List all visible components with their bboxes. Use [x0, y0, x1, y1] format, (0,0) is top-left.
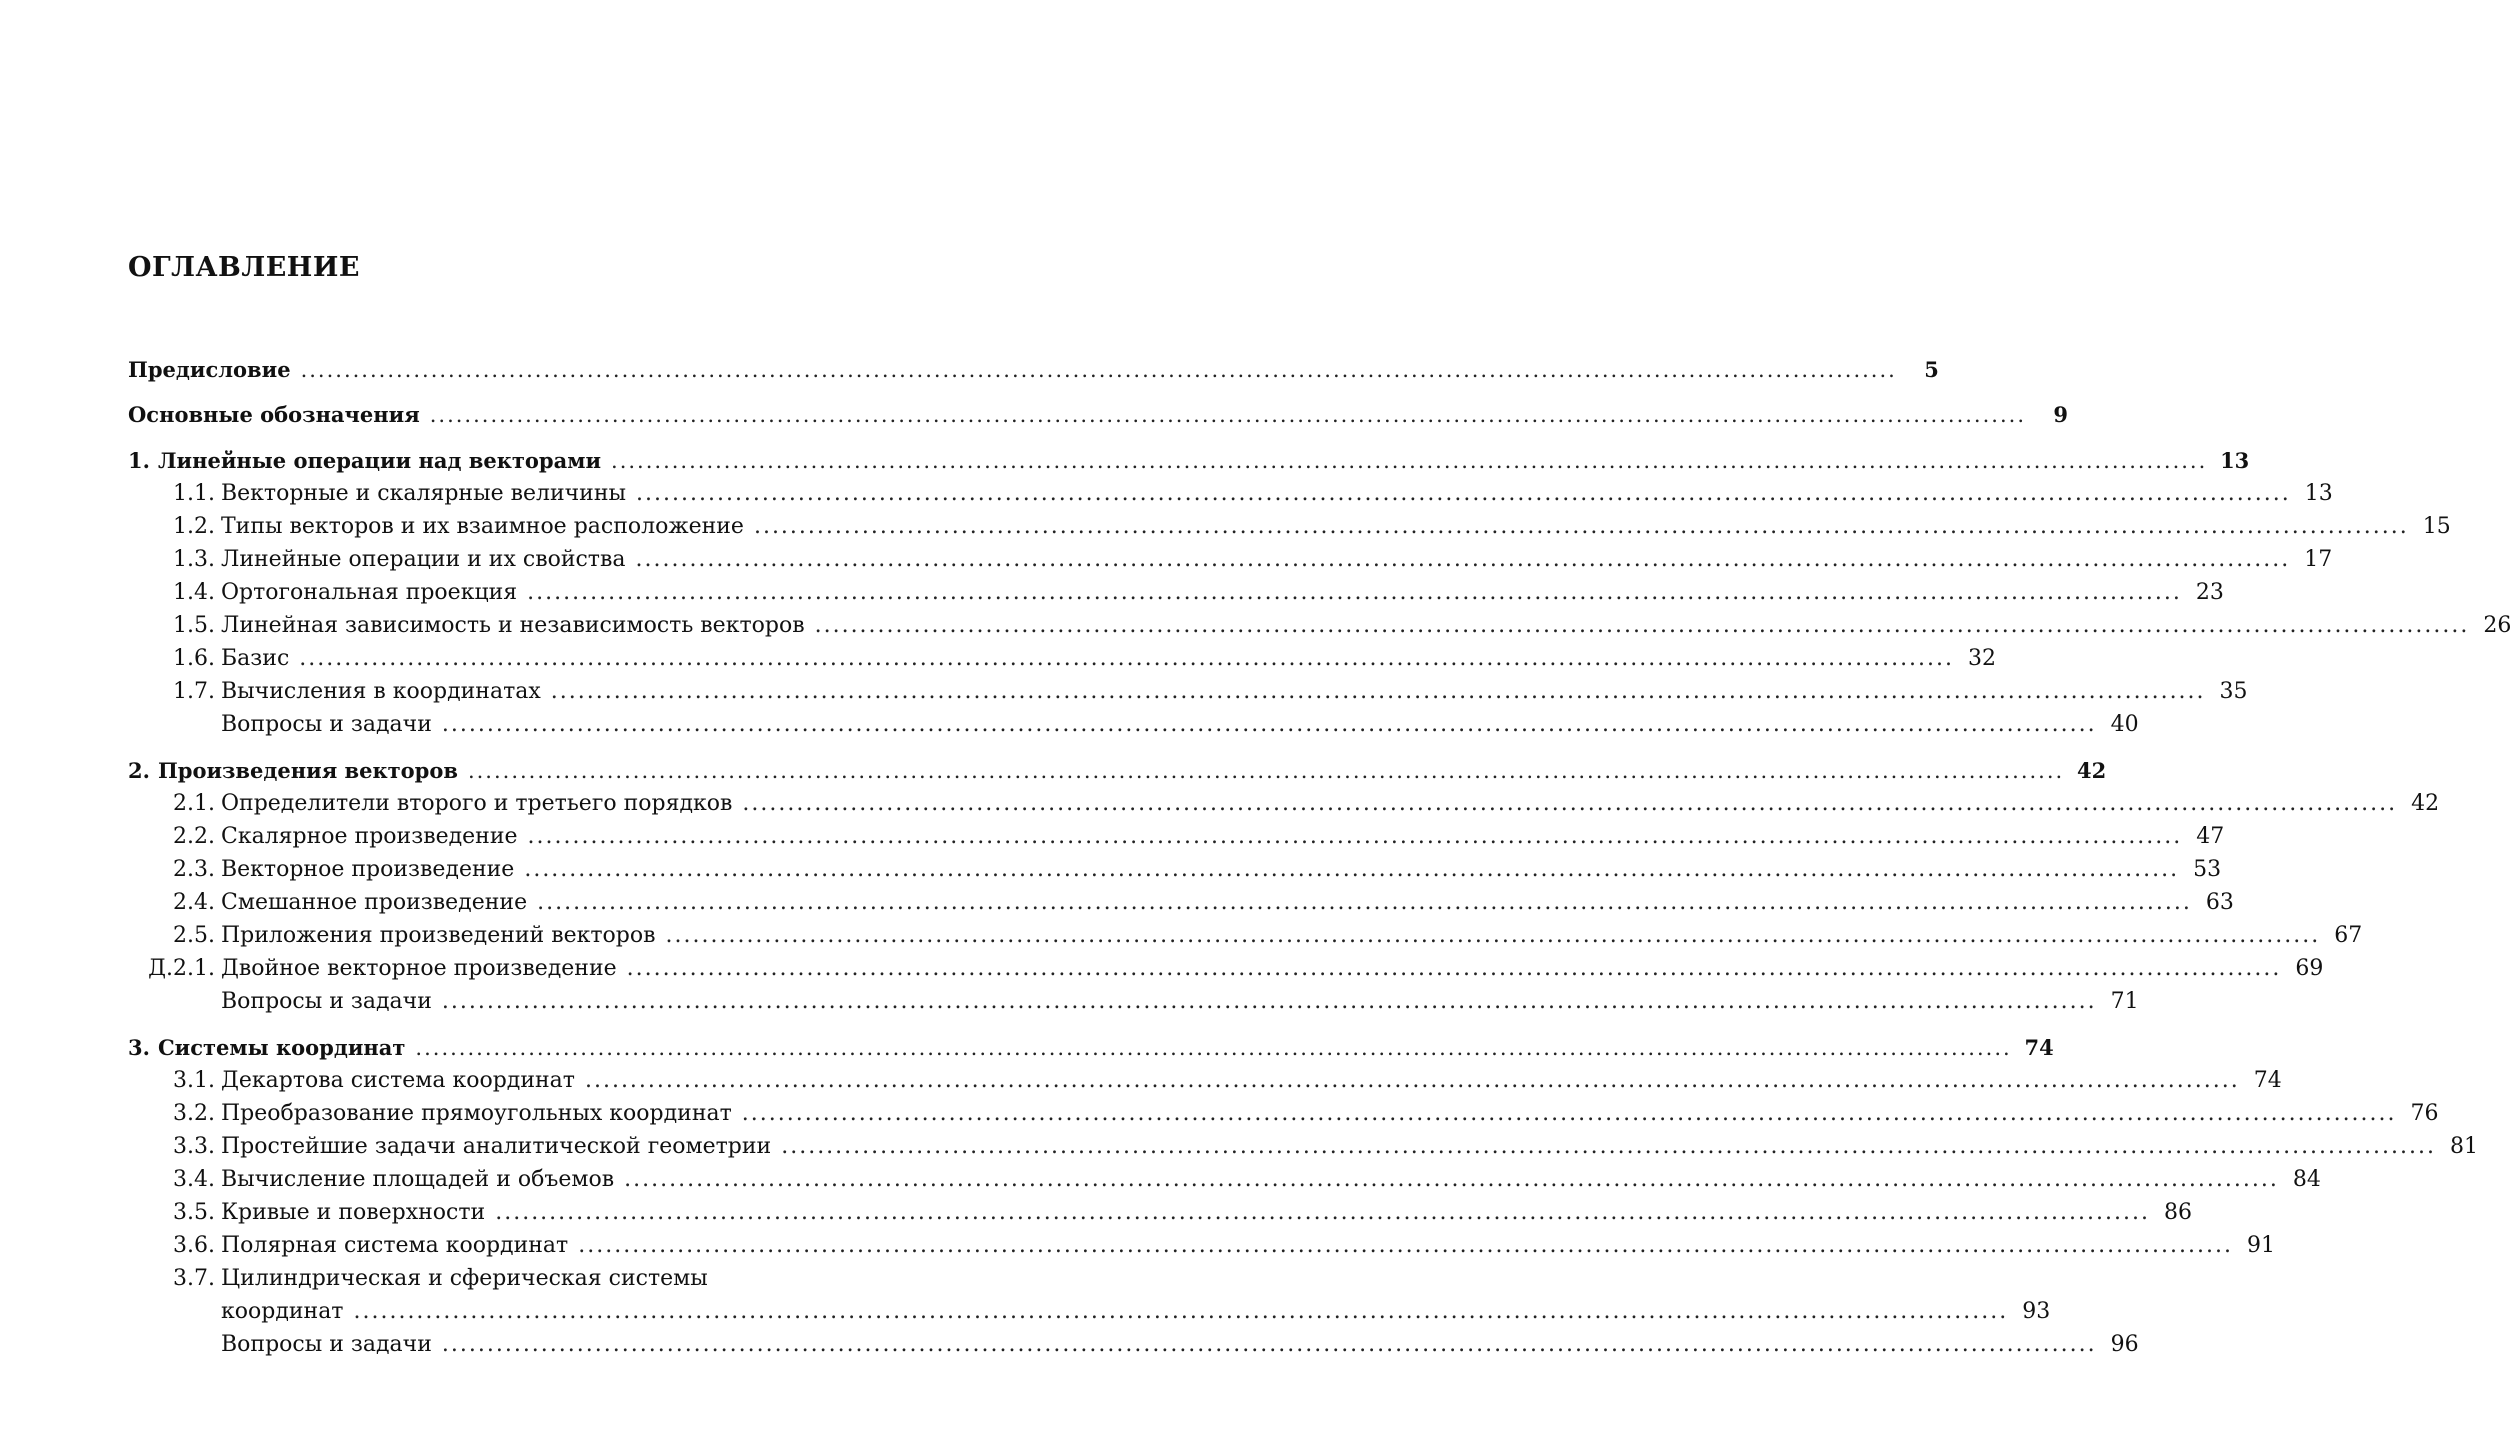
- toc-entry-title: Вопросы и задачи: [221, 1332, 432, 1357]
- toc-entry-title: Ортогональная проекция: [221, 580, 518, 605]
- dot-leader: [299, 642, 1954, 675]
- toc-entry[interactable]: [128, 642, 1997, 675]
- dot-leader: [415, 1032, 2011, 1065]
- toc-entry-page: 53: [2193, 857, 2222, 882]
- dot-leader: [527, 576, 2182, 609]
- toc-entry-page: 86: [2163, 1200, 2192, 1225]
- toc-entry-page: 96: [2110, 1332, 2139, 1357]
- toc-entry[interactable]: [128, 1130, 2478, 1163]
- toc-entry-number: 3.2.: [173, 1101, 215, 1126]
- toc-entry[interactable]: [128, 1229, 2275, 1262]
- toc-entry[interactable]: [128, 820, 2225, 853]
- toc-entry-title: координат: [221, 1299, 344, 1324]
- toc-entry-page: 42: [2076, 758, 2107, 783]
- dot-leader: [468, 755, 2064, 788]
- dot-leader: [585, 1064, 2240, 1097]
- toc-entry-page: 5: [1924, 357, 1939, 382]
- toc-entry-page: 74: [2024, 1035, 2054, 1060]
- toc-entry-number: 3.: [128, 1035, 150, 1060]
- toc-entry-page: 42: [2411, 791, 2440, 816]
- toc-entry-title: Векторные и скалярные величины: [221, 481, 627, 506]
- toc-entry-page: 23: [2195, 580, 2224, 605]
- dot-leader: [627, 952, 2282, 985]
- toc-entry-page: 13: [2304, 481, 2333, 506]
- dot-leader: [528, 820, 2183, 853]
- dot-leader: [442, 1328, 2097, 1361]
- toc-entry-page: 91: [2246, 1233, 2275, 1258]
- toc-entry-number: Д.2.1.: [148, 956, 215, 981]
- toc-entry-title: Декартова система координат: [221, 1068, 575, 1093]
- dot-leader: [551, 675, 2206, 708]
- toc-entry-page: 67: [2334, 923, 2363, 948]
- toc-entry-title: Линейные операции и их свойства: [221, 547, 626, 572]
- toc-entry-number: 1.1.: [173, 481, 215, 506]
- toc-entry-title: Цилиндрическая и сферическая системы: [221, 1266, 708, 1291]
- toc-entry-title: Вычисление площадей и объемов: [221, 1167, 615, 1192]
- toc-entry[interactable]: [128, 510, 2451, 543]
- dot-leader: [815, 609, 2470, 642]
- toc-entry-page: 63: [2205, 890, 2234, 915]
- toc-entry-title: Определители второго и третьего порядков: [221, 791, 733, 816]
- toc-entry-page: 76: [2410, 1101, 2439, 1126]
- toc-entry-page: 81: [2449, 1134, 2478, 1159]
- toc-entry[interactable]: [128, 787, 2440, 820]
- toc-entry-title: Вопросы и задачи: [221, 989, 432, 1014]
- dot-leader: [742, 1097, 2397, 1130]
- toc-entry[interactable]: [128, 1064, 2282, 1097]
- toc-entry[interactable]: [128, 1163, 2321, 1196]
- dot-leader: [742, 787, 2397, 820]
- page-title: ОГЛАВЛЕНИЕ: [128, 252, 360, 283]
- toc-entry-title: Вычисления в координатах: [221, 679, 541, 704]
- toc-entry-page: 40: [2110, 712, 2139, 737]
- toc-entry[interactable]: [128, 398, 2068, 431]
- toc-entry-title: Простейшие задачи аналитической геометрии: [221, 1134, 772, 1159]
- toc-entry[interactable]: [128, 1328, 2139, 1361]
- toc-entry-number: 2.1.: [173, 791, 215, 816]
- toc-entry-page: 71: [2110, 989, 2139, 1014]
- toc-entry-number: 2.5.: [173, 923, 215, 948]
- toc-entry-title: Скалярное произведение: [221, 824, 518, 849]
- toc-entry-number: 3.3.: [173, 1134, 215, 1159]
- toc-entry-title: Векторное произведение: [221, 857, 515, 882]
- toc-entry-number: 3.4.: [173, 1167, 215, 1192]
- toc-entry-page: 35: [2219, 679, 2248, 704]
- toc-entry-title: Полярная система координат: [221, 1233, 569, 1258]
- toc-entry-title: Типы векторов и их взаимное расположение: [221, 514, 744, 539]
- toc-entry-number: 2.3.: [173, 857, 215, 882]
- toc-entry-number: 1.2.: [173, 514, 215, 539]
- toc-entry-page: 9: [2053, 402, 2068, 427]
- dot-leader: [636, 477, 2291, 510]
- toc-entry-title: Смешанное произведение: [221, 890, 528, 915]
- toc-entry[interactable]: [128, 477, 2333, 510]
- toc-entry-title: Вопросы и задачи: [221, 712, 432, 737]
- table-of-contents: [128, 353, 2511, 1361]
- toc-entry-number: 1.6.: [173, 646, 215, 671]
- toc-entry[interactable]: [128, 353, 1939, 386]
- toc-entry-number: 2.: [128, 758, 150, 783]
- toc-entry-title: Кривые и поверхности: [221, 1200, 486, 1225]
- dot-leader: [524, 853, 2179, 886]
- toc-entry[interactable]: [128, 1295, 2051, 1328]
- toc-entry-number: 1.3.: [173, 547, 215, 572]
- toc-entry-number: 1.4.: [173, 580, 215, 605]
- toc-entry[interactable]: [128, 853, 2222, 886]
- dot-leader: [301, 354, 1897, 387]
- toc-entry[interactable]: [128, 952, 2324, 985]
- toc-entry-title: Линейные операции над векторами: [157, 448, 602, 473]
- toc-entry-title: Линейная зависимость и независимость векторов: [221, 613, 805, 638]
- toc-entry-number: 1.7.: [173, 679, 215, 704]
- toc-entry-title: Основные обозначения: [128, 402, 420, 427]
- toc-entry[interactable]: [128, 675, 2248, 708]
- toc-entry[interactable]: [128, 444, 2250, 477]
- toc-entry-page: 47: [2196, 824, 2225, 849]
- toc-entry[interactable]: [128, 609, 2511, 642]
- dot-leader: [754, 510, 2409, 543]
- dot-leader: [495, 1196, 2150, 1229]
- toc-entry-page: 13: [2220, 448, 2250, 473]
- toc-entry-number: 3.7.: [173, 1266, 215, 1291]
- toc-entry-number: 3.6.: [173, 1233, 215, 1258]
- dot-leader: [781, 1130, 2436, 1163]
- toc-entry-page: 32: [1968, 646, 1997, 671]
- toc-entry-page: 17: [2304, 547, 2333, 572]
- toc-entry-number: 3.1.: [173, 1068, 215, 1093]
- toc-entry[interactable]: [128, 1262, 915, 1295]
- dot-leader: [578, 1229, 2233, 1262]
- toc-entry-page: 84: [2292, 1167, 2321, 1192]
- dot-leader: [635, 543, 2290, 576]
- toc-entry[interactable]: [128, 1031, 2054, 1064]
- toc-entry-page: 26: [2483, 613, 2511, 638]
- dot-leader: [666, 919, 2321, 952]
- toc-entry-number: 1.: [128, 448, 150, 473]
- dot-leader: [611, 445, 2207, 478]
- toc-entry-title: Преобразование прямоугольных координат: [221, 1101, 732, 1126]
- toc-entry-number: 3.5.: [173, 1200, 215, 1225]
- toc-entry-number: 2.4.: [173, 890, 215, 915]
- dot-leader: [430, 399, 2026, 432]
- toc-entry-title: Приложения произведений векторов: [221, 923, 656, 948]
- toc-entry-title: Произведения векторов: [157, 758, 458, 783]
- dot-leader: [624, 1163, 2279, 1196]
- toc-entry[interactable]: [128, 754, 2107, 787]
- toc-entry-page: 74: [2253, 1068, 2282, 1093]
- toc-entry[interactable]: [128, 919, 2363, 952]
- dot-leader: [442, 985, 2097, 1018]
- toc-entry-title: Системы координат: [157, 1035, 406, 1060]
- toc-entry-number: 2.2.: [173, 824, 215, 849]
- toc-entry-number: 1.5.: [173, 613, 215, 638]
- toc-entry-title: Двойное векторное произведение: [221, 956, 617, 981]
- dot-leader: [537, 886, 2192, 919]
- toc-entry[interactable]: [128, 1196, 2192, 1229]
- toc-entry-page: 69: [2295, 956, 2324, 981]
- toc-entry-page: 15: [2422, 514, 2451, 539]
- toc-entry[interactable]: [128, 708, 2139, 741]
- toc-entry[interactable]: [128, 576, 2224, 609]
- toc-entry-title: Предисловие: [128, 357, 291, 382]
- toc-entry[interactable]: [128, 985, 2139, 1018]
- toc-entry[interactable]: [128, 886, 2234, 919]
- toc-entry-page: 93: [2022, 1299, 2051, 1324]
- dot-leader: [442, 708, 2097, 741]
- dot-leader: [353, 1295, 2008, 1328]
- toc-entry[interactable]: [128, 543, 2333, 576]
- toc-entry-title: Базис: [221, 646, 290, 671]
- toc-entry[interactable]: [128, 1097, 2439, 1130]
